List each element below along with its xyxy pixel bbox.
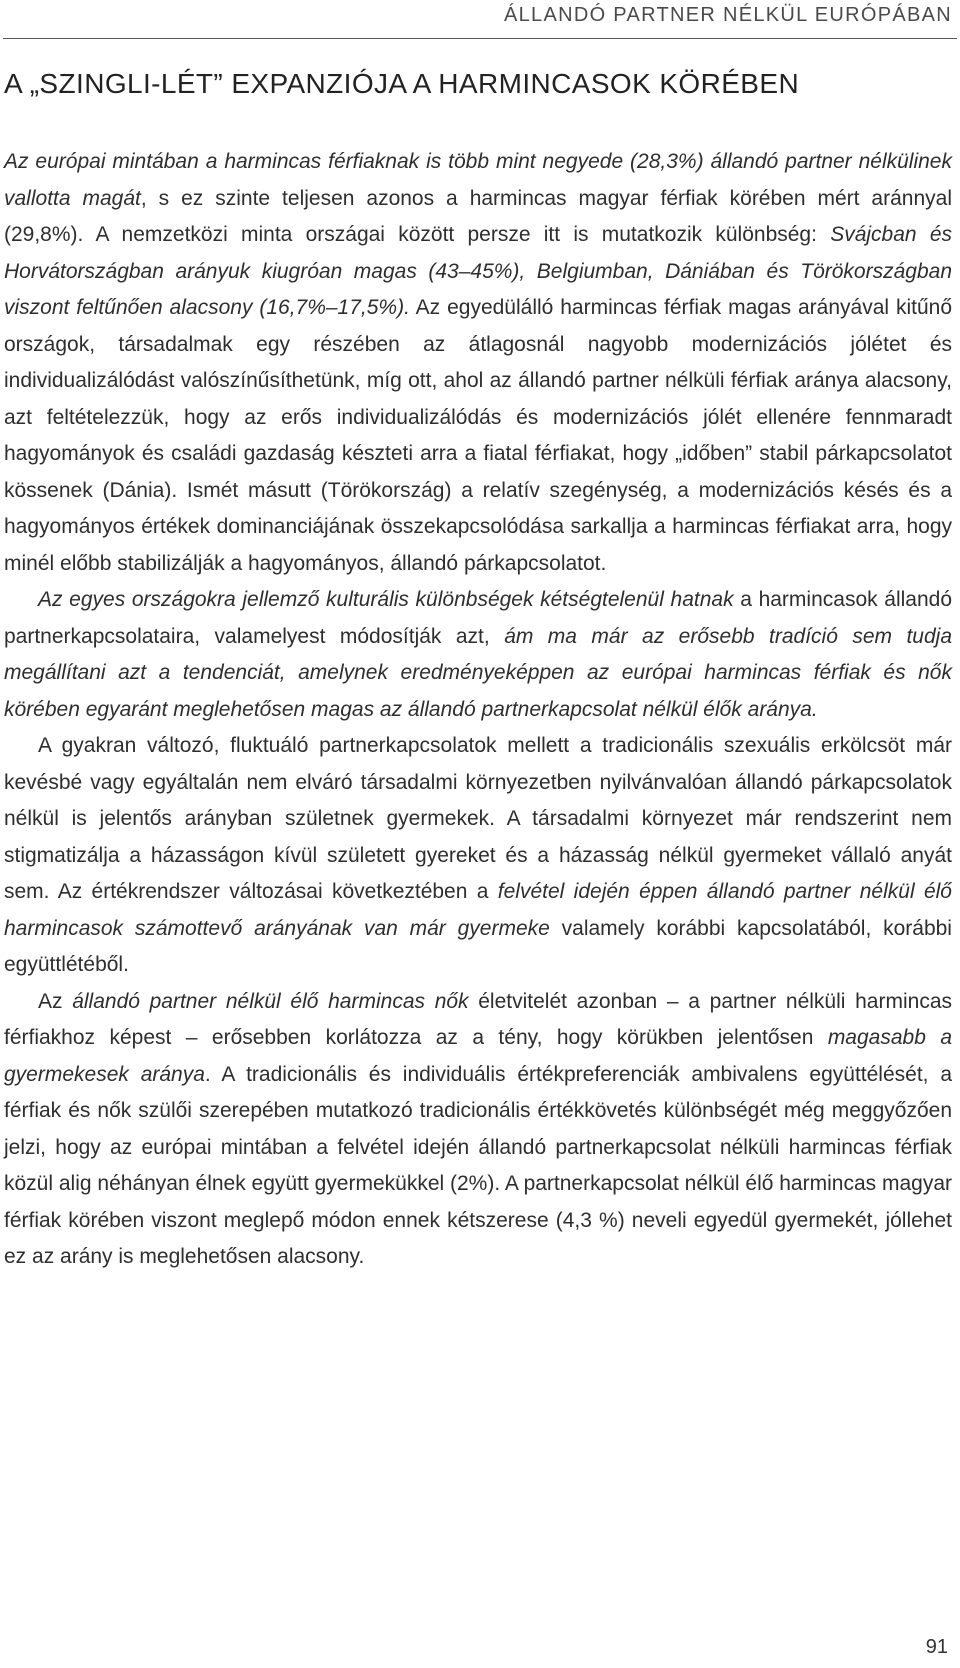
- body-text: [4, 144, 952, 1276]
- paragraph-text: A gyakran változó, fluktuáló partnerkapcsolatok mellett a tradicionális szexuális erkölcsöt már kevésbé vagy egyáltalán nem elváró társadalmi környezetben nyilvánvalóan állandó párkapcsolatok nélkül is jelentős arányban születnek gyermekek. A társadalmi környezet már rendszerint nem stigmatizálja a házasságon kívül született gyereket és a házasság nélkül gyermeket vállaló anyát sem. Az értékrendszer változásai következtében a: [4, 734, 952, 903]
- paragraph-2: [4, 582, 952, 728]
- section-title: A „SZINGLI-LÉT” EXPANZIÓJA A HARMINCASOK KÖRÉBEN: [4, 68, 800, 99]
- paragraph-text: , s ez szinte teljesen azonos a harmincas magyar férfiak körében mért aránnyal (29,8%). A nemzetközi minta országai között persze itt is mutatkozik különbség:: [4, 186, 952, 246]
- paragraph-3: [4, 728, 952, 984]
- italic-text: Az európai mintában a harmincas férfiaknak is több mint negyede (28,3%) állandó partner nélkülinek vallotta magát: [4, 150, 952, 210]
- paragraph-text: . A tradicionális és individuális értékpreferenciák ambivalens együttélését, a férfiak és nők szülői szerepében mutatkozó tradicionális értékkövetés különbségét még meggyőzően jelzi, hogy az európai mintában a felvétel idején állandó partnerkapcsolat nélküli harmincas férfiak közül alig néhányan élnek együtt gyermekükkel (2%). A partnerkapcsolat nélkül élő harmincas magyar férfiak körében viszont meglepő módon ennek kétszerese (4,3 %) neveli egyedül gyermekét, jóllehet ez az arány is meglehetősen alacsony.: [4, 1062, 952, 1268]
- paragraph-text: a harmincasok állandó partnerkapcsolataira, valamelyest módosítják azt,: [4, 588, 952, 648]
- italic-text: Az egyes országokra jellemző kulturális különbségek kétségtelenül hatnak: [38, 588, 734, 611]
- running-header: ÁLLANDÓ PARTNER NÉLKÜL EURÓPÁBAN: [503, 4, 952, 26]
- italic-text: állandó partner nélkül élő harmincas nők: [72, 989, 469, 1013]
- paragraph-text: valamely korábbi kapcsolatából, korábbi együttlétéből.: [4, 916, 952, 976]
- italic-text: magasabb a gyermekesek aránya: [4, 1026, 952, 1086]
- italic-text: Svájcban és Horvátországban arányuk kiugróan magas (43–45%), Belgiumban, Dániában és Törökországban viszont feltűnően alacsony (16,7%–17,5%).: [4, 223, 953, 319]
- page-number: 91: [925, 1636, 948, 1658]
- italic-text: ám ma már az erősebb tradíció sem tudja megállítani azt a tendenciát, amelynek eredményeképpen az európai harmincas férfiak és nők körében egyaránt meglehetősen magas az állandó partnerkapcsolat nélkül élők aránya.: [4, 624, 952, 721]
- paragraph-4: [4, 984, 952, 1276]
- paragraph-1: [4, 144, 952, 582]
- italic-text: felvétel idején éppen állandó partner nélkül élő harmincasok számottevő arányának van már gyermeke: [4, 880, 952, 940]
- paragraph-text: életvitelét azonban – a partner nélküli harmincas férfiakhoz képest – erősebben korlátozza az a tény, hogy körükben jelentősen: [4, 989, 953, 1049]
- paragraph-text: Az: [38, 989, 73, 1013]
- header-divider: [3, 38, 957, 39]
- paragraph-text: Az egyedülálló harmincas férfiak magas arányával kitűnő országok, társadalmak egy részében az átlagosnál nagyobb modernizációs jólétet és individualizálódást valószínűsíthetünk, míg ott, ahol az állandó partner nélküli férfiak aránya alacsony, azt feltételezzük, hogy az erős individualizálódás és modernizációs jólét ellenére fennmaradt hagyományok és családi gazdaság készteti arra a fiatal férfiakat, hogy „időben” stabil párkapcsolatot kössenek (Dánia). Ismét másutt (Törökország) a relatív szegénység, a modernizációs késés és a hagyományos értékek dominanciájának összekapcsolódása sarkallja a harmincas férfiakat arra, hogy minél előbb stabilizálják a hagyományos, állandó párkapcsolatot.: [4, 296, 952, 575]
